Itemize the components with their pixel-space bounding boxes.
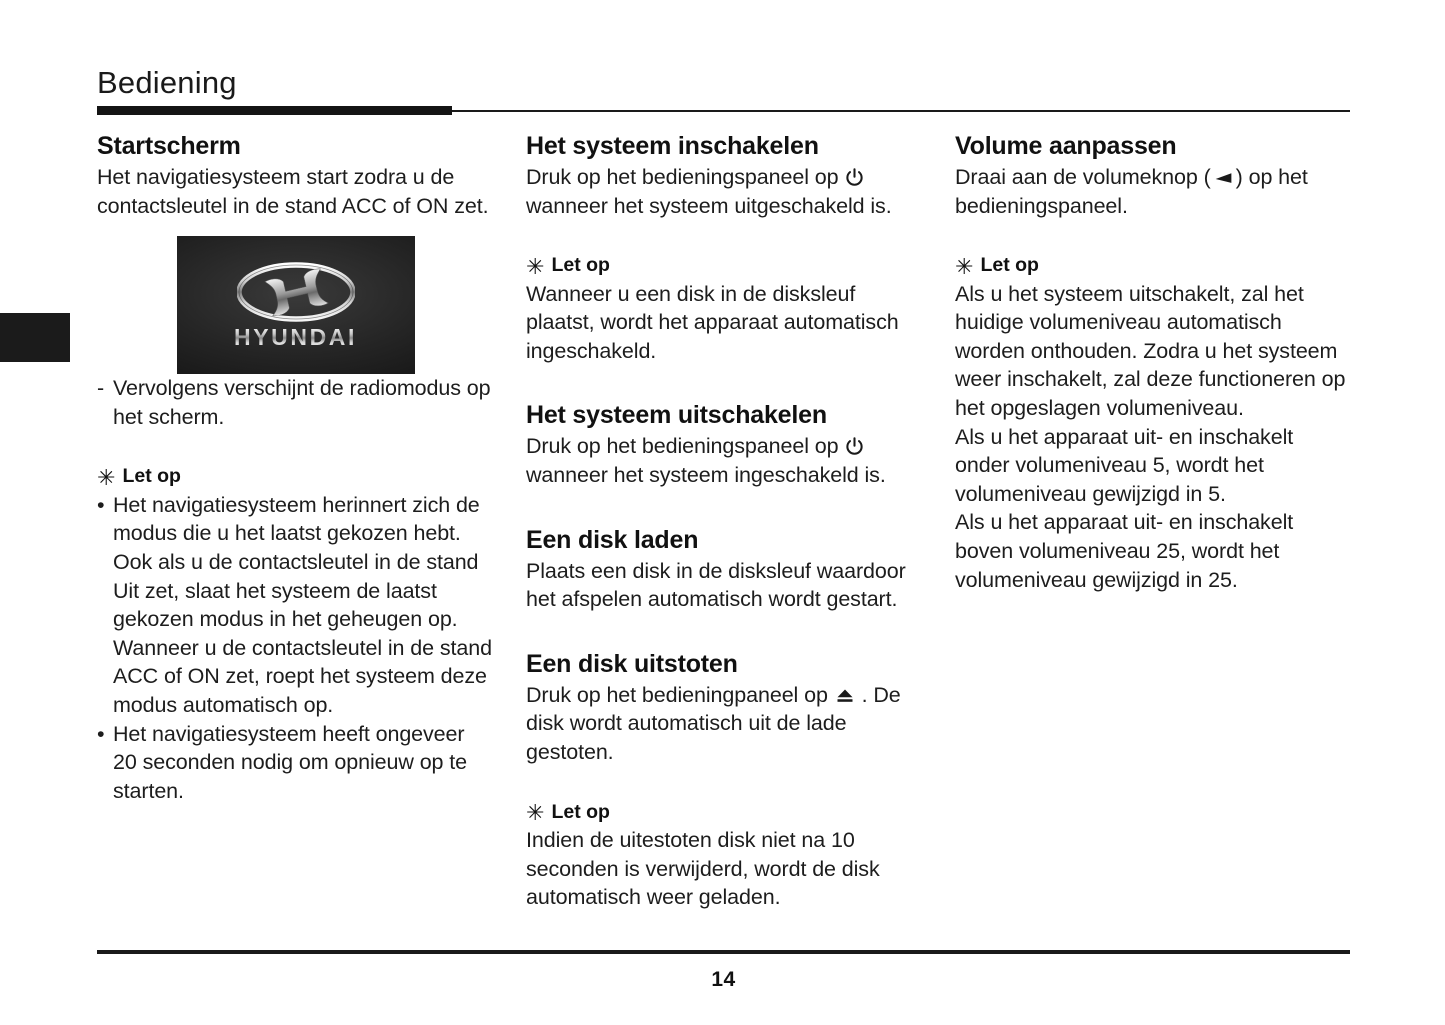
column-middle [526,132,923,912]
page-number: 14 [711,968,736,991]
splash-image-wrap [97,236,494,374]
column-right [955,132,1352,912]
header-rule-group [97,106,1350,115]
note-label: Let op [551,254,610,277]
disk-load-text: Plaats een disk in de disksleuf waardoor het afspelen automatisch wordt gestart. [526,558,906,612]
section-title-system-off: Het systeem uitschakelen [526,401,827,430]
disk-eject-note-text: Indien de uitestoten disk niet na 10 seconden is verwijderd, wordt de disk automatisch weer geladen. [526,827,880,910]
system-off-text-after: wanneer het systeem ingeschakeld is. [526,462,886,487]
disk-eject-text-after: . De disk wordt automatisch uit de lade gestoten. [526,682,901,764]
bullet-marker: • [97,721,105,746]
dash-marker: - [97,376,105,401]
bullet-marker: • [97,492,105,517]
bullet-item-text: Het navigatiesysteem herinnert zich de modus die u het laatst gekozen hebt. Ook als u de contactsleutel in de stand Uit zet, slaat het systeem de laatst gekozen modus in het geheugen op. Wanneer u de contactsleutel in de stand ACC of ON zet, roept het systeem deze modus automatisch op. [113,492,492,717]
note-asterisk-icon: ✳ [97,465,116,491]
startscherm-intro-text: Het navigatiesysteem start zodra u de contactsleutel in de stand ACC of ON zet. [97,165,489,218]
section-title-volume: Volume aanpassen [955,132,1177,160]
note-label: Let op [122,465,181,488]
hyundai-wordmark: HYUNDAI [177,326,415,349]
eject-icon [836,688,854,703]
volume-note-paragraph: Als u het apparaat uit- en inschakelt onder volumeniveau 5, wordt het volumeniveau gewijzigd in 5. [955,424,1294,506]
volume-note-paragraph: Als u het systeem uitschakelt, zal het huidige volumeniveau automatisch worden onthouden. Zodra u het systeem weer inschakelt, zal deze functioneren op het opgeslagen volumeniveau. [955,281,1346,420]
hyundai-logo-icon [237,262,355,322]
note-heading-volume [955,254,1352,277]
header-rule-thick [97,106,452,115]
power-icon [845,168,864,187]
system-on-instruction [526,163,923,220]
hyundai-splash-screen [177,236,415,374]
list-item [97,374,494,431]
section-title-disk-eject: Een disk uitstoten [526,649,738,678]
list-item [97,720,494,806]
disk-eject-text-before: Druk op het bedieningpaneel op [526,682,828,707]
page-header [97,66,1350,115]
system-on-note-text: Wanneer u een disk in de disksleuf plaatst, wordt het apparaat automatisch ingeschakeld. [526,281,899,363]
disk-eject-instruction [526,681,923,767]
page-footer [97,950,1350,992]
chapter-tab-marker [0,313,70,362]
list-item [97,491,494,720]
bullet-item-text: Het navigatiesysteem heeft ongeveer 20 seconden nodig om opnieuw op te starten. [113,721,468,803]
volume-note-paragraph: Als u het apparaat uit- en inschakelt boven volumeniveau 25, wordt het volumeniveau gewijzigd in 25. [955,510,1294,592]
startscherm-dash-list [97,374,494,431]
system-on-text-after: wanneer het systeem uitgeschakeld is. [526,193,892,218]
dash-item-text: Vervolgens verschijnt de radiomodus op het scherm. [113,376,491,429]
section-title-disk-load: Een disk laden [526,525,699,554]
note-heading-left [97,465,494,491]
startscherm-bullet-list [97,491,494,806]
note-asterisk-icon: ✳ [955,253,974,279]
volume-knob-icon [1213,171,1234,185]
volume-instruction [955,163,1352,220]
note-heading-system-on [526,254,923,277]
power-icon [845,437,864,456]
section-title-system-on: Het systeem inschakelen [526,132,819,160]
note-label: Let op [551,800,610,823]
note-heading-disk-eject [526,801,923,824]
system-off-instruction [526,432,923,489]
column-left [97,132,494,912]
note-asterisk-icon: ✳ [526,800,545,826]
note-asterisk-icon: ✳ [526,253,545,279]
page-title: Bediening [97,65,237,100]
volume-text-before: Draai aan de volumeknop ( [955,165,1211,189]
footer-rule [97,950,1350,954]
content-columns [97,132,1350,912]
volume-text-after: ) op het bedieningspaneel. [955,165,1308,218]
section-title-startscherm: Startscherm [97,132,241,160]
system-off-text-before: Druk op het bedieningspaneel op [526,434,839,459]
note-label: Let op [980,254,1039,277]
system-on-text-before: Druk op het bedieningspaneel op [526,165,839,189]
